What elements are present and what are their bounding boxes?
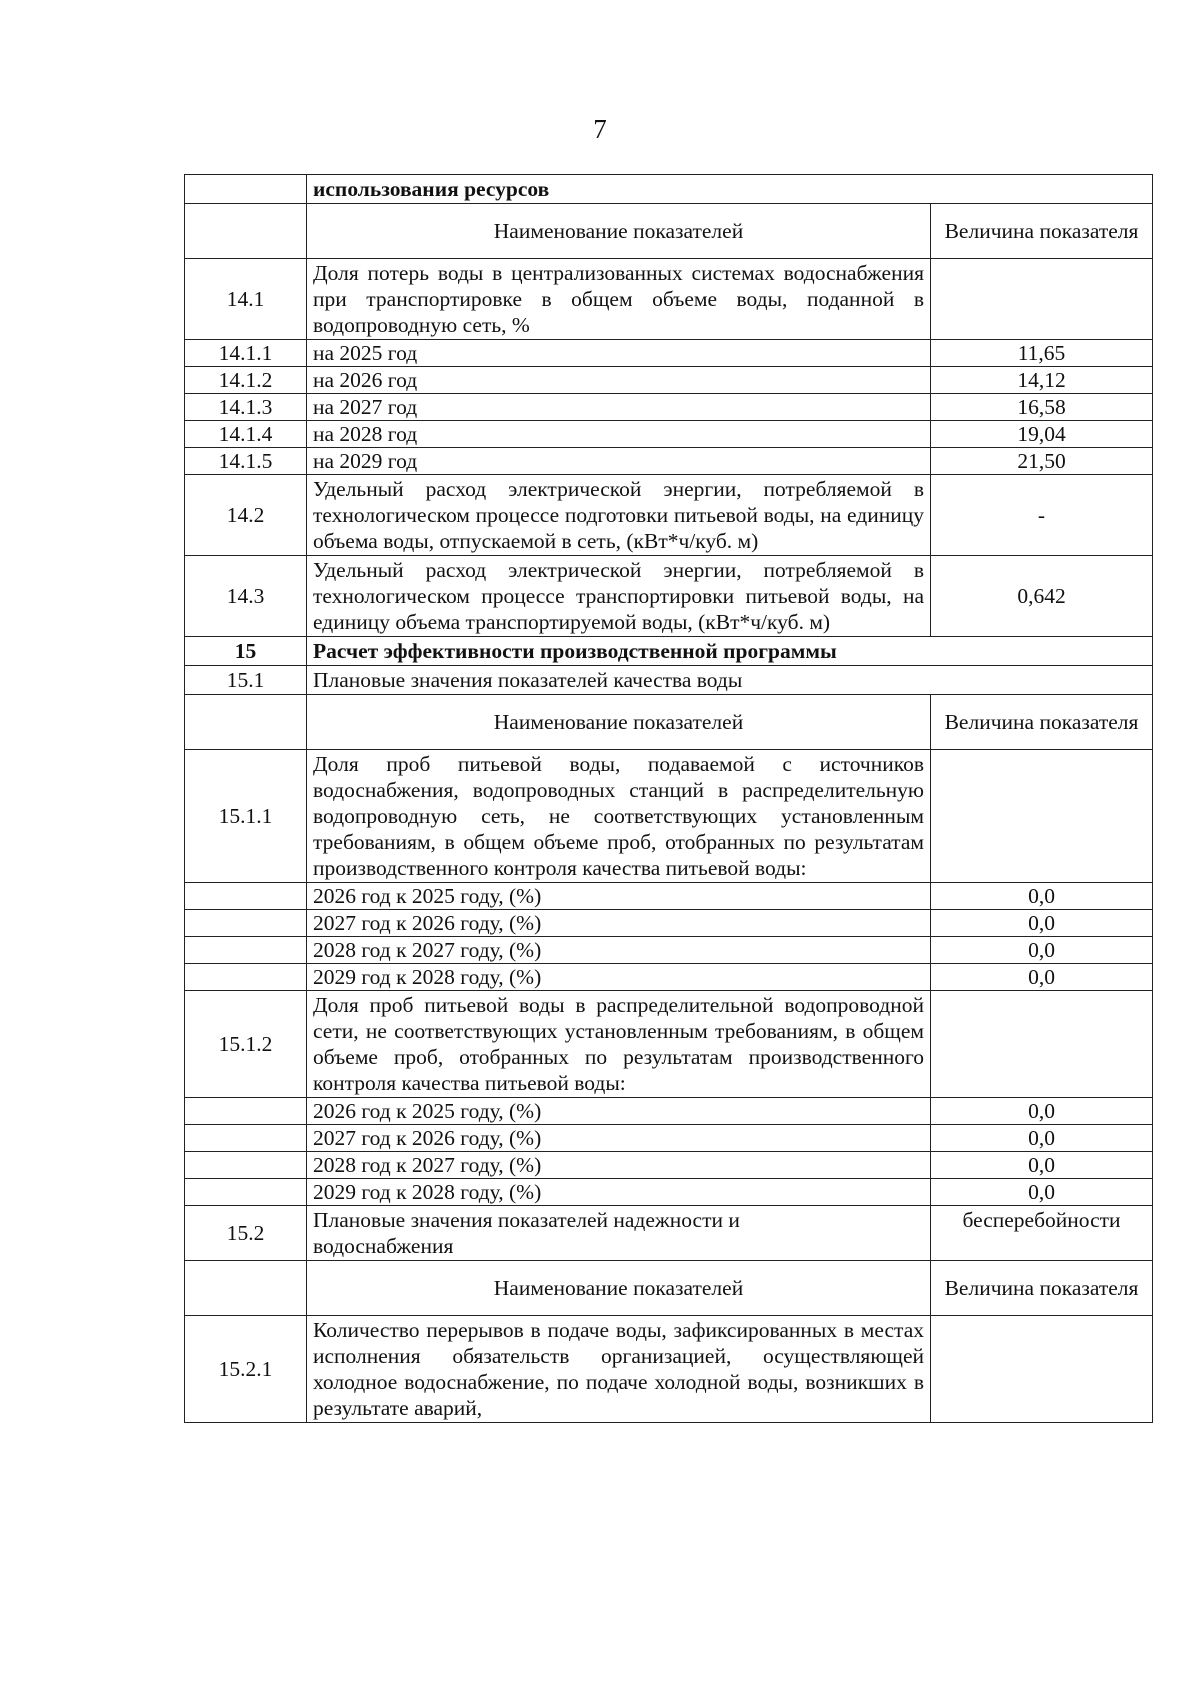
indicator-name: 2029 год к 2028 году, (%) — [307, 1179, 931, 1206]
row-number — [185, 1261, 307, 1316]
section-title: Расчет эффективности производственной программы — [307, 637, 1153, 666]
row-number — [185, 883, 307, 910]
indicator-value: 0,0 — [931, 910, 1153, 937]
indicator-value: 0,0 — [931, 937, 1153, 964]
table-row — [185, 1179, 1153, 1206]
indicator-name: 2028 год к 2027 году, (%) — [307, 1152, 931, 1179]
indicator-name: Удельный расход электрической энергии, потребляемой в технологическом процессе транспортировки питьевой воды, на единицу объема транспортируемой воды, (кВт*ч/куб. м) — [307, 556, 931, 637]
indicator-value — [931, 259, 1153, 340]
row-number — [185, 695, 307, 750]
indicator-value: 0,0 — [931, 883, 1153, 910]
indicator-name: Количество перерывов в подаче воды, зафиксированных в местах исполнения обязательств организацией, осуществляющей холодное водоснабжение, по подаче холодной воды, возникших в результате аварий, — [307, 1316, 931, 1423]
row-number: 15.1.1 — [185, 750, 307, 883]
row-number — [185, 964, 307, 991]
row-number: 15.1.2 — [185, 991, 307, 1098]
column-header-value: Величина показателя — [931, 1261, 1153, 1316]
row-number: 14.1.2 — [185, 367, 307, 394]
row-number — [185, 1152, 307, 1179]
table-row — [185, 1152, 1153, 1179]
indicator-name: на 2028 год — [307, 421, 931, 448]
indicator-name: 2026 год к 2025 году, (%) — [307, 883, 931, 910]
row-number — [185, 937, 307, 964]
column-header-value: Величина показателя — [931, 204, 1153, 259]
header-row — [185, 204, 1153, 259]
row-number: 14.1.3 — [185, 394, 307, 421]
row-number — [185, 204, 307, 259]
table-row — [185, 937, 1153, 964]
indicator-value: 0,0 — [931, 1179, 1153, 1206]
row-number — [185, 175, 307, 204]
subsection-title-part2: бесперебойности — [931, 1206, 1153, 1261]
indicator-value: 0,0 — [931, 1152, 1153, 1179]
column-header-value: Величина показателя — [931, 695, 1153, 750]
table-row — [185, 367, 1153, 394]
indicator-value — [931, 750, 1153, 883]
indicators-table — [184, 174, 1153, 1423]
indicator-value: 0,642 — [931, 556, 1153, 637]
indicator-name: Доля проб питьевой воды в распределительной водопроводной сети, не соответствующих установленным требованиям, в общем объеме проб, отобранных по результатам производственного контроля качества питьевой воды: — [307, 991, 931, 1098]
indicator-name: Доля проб питьевой воды, подаваемой с источников водоснабжения, водопроводных станций в распределительную водопроводную сеть, не соответствующих установленным требованиям, в общем объеме проб, отобранных по результатам производственного контроля качества питьевой воды: — [307, 750, 931, 883]
indicator-value: 0,0 — [931, 1098, 1153, 1125]
section-number: 15 — [185, 637, 307, 666]
section-continuation-title: использования ресурсов — [307, 175, 1153, 204]
table-row — [185, 1125, 1153, 1152]
indicator-name: на 2025 год — [307, 340, 931, 367]
row-number — [185, 1098, 307, 1125]
subsection-row — [185, 666, 1153, 695]
indicator-name: Удельный расход электрической энергии, потребляемой в технологическом процессе подготовки питьевой воды, на единицу объема воды, отпускаемой в сеть, (кВт*ч/куб. м) — [307, 475, 931, 556]
table-row — [185, 991, 1153, 1098]
table-row — [185, 750, 1153, 883]
indicator-name: 2029 год к 2028 году, (%) — [307, 964, 931, 991]
subsection-title — [307, 1206, 931, 1261]
indicator-value: 0,0 — [931, 964, 1153, 991]
table-row — [185, 964, 1153, 991]
subsection-number: 15.2 — [185, 1206, 307, 1261]
subsection-row — [185, 1206, 1153, 1261]
table-row — [185, 1316, 1153, 1423]
table-row — [185, 394, 1153, 421]
table-row — [185, 475, 1153, 556]
table-row — [185, 883, 1153, 910]
indicator-name: Доля потерь воды в централизованных системах водоснабжения при транспортировке в общем объеме воды, поданной в водопроводную сеть, % — [307, 259, 931, 340]
row-number — [185, 1125, 307, 1152]
column-header-name: Наименование показателей — [307, 1261, 931, 1316]
indicator-value: 19,04 — [931, 421, 1153, 448]
table-row — [185, 175, 1153, 204]
indicator-name: 2027 год к 2026 году, (%) — [307, 1125, 931, 1152]
row-number — [185, 910, 307, 937]
subsection-number: 15.1 — [185, 666, 307, 695]
subsection-title-part3: водоснабжения — [313, 1234, 454, 1258]
indicator-value — [931, 1316, 1153, 1423]
row-number: 15.2.1 — [185, 1316, 307, 1423]
table-row — [185, 1098, 1153, 1125]
indicator-name: 2028 год к 2027 году, (%) — [307, 937, 931, 964]
indicator-value: 11,65 — [931, 340, 1153, 367]
table-row — [185, 340, 1153, 367]
table-row — [185, 448, 1153, 475]
section-row — [185, 637, 1153, 666]
row-number: 14.1.1 — [185, 340, 307, 367]
row-number: 14.3 — [185, 556, 307, 637]
column-header-name: Наименование показателей — [307, 204, 931, 259]
indicator-value: 16,58 — [931, 394, 1153, 421]
indicator-value: - — [931, 475, 1153, 556]
indicator-value: 21,50 — [931, 448, 1153, 475]
row-number — [185, 1179, 307, 1206]
subsection-title: Плановые значения показателей качества воды — [307, 666, 1153, 695]
indicator-name: на 2026 год — [307, 367, 931, 394]
indicator-name: 2026 год к 2025 году, (%) — [307, 1098, 931, 1125]
indicator-value: 0,0 — [931, 1125, 1153, 1152]
column-header-name: Наименование показателей — [307, 695, 931, 750]
row-number: 14.1 — [185, 259, 307, 340]
table-row — [185, 556, 1153, 637]
header-row — [185, 1261, 1153, 1316]
indicator-name: 2027 год к 2026 году, (%) — [307, 910, 931, 937]
table-row — [185, 910, 1153, 937]
indicator-name: на 2027 год — [307, 394, 931, 421]
table-row — [185, 421, 1153, 448]
row-number: 14.1.4 — [185, 421, 307, 448]
page-number: 7 — [593, 114, 607, 144]
subsection-title-part1: Плановые значения показателей надежности и — [313, 1208, 740, 1232]
indicator-value — [931, 991, 1153, 1098]
row-number: 14.1.5 — [185, 448, 307, 475]
row-number: 14.2 — [185, 475, 307, 556]
table-row — [185, 259, 1153, 340]
header-row — [185, 695, 1153, 750]
indicator-name: на 2029 год — [307, 448, 931, 475]
indicator-value: 14,12 — [931, 367, 1153, 394]
